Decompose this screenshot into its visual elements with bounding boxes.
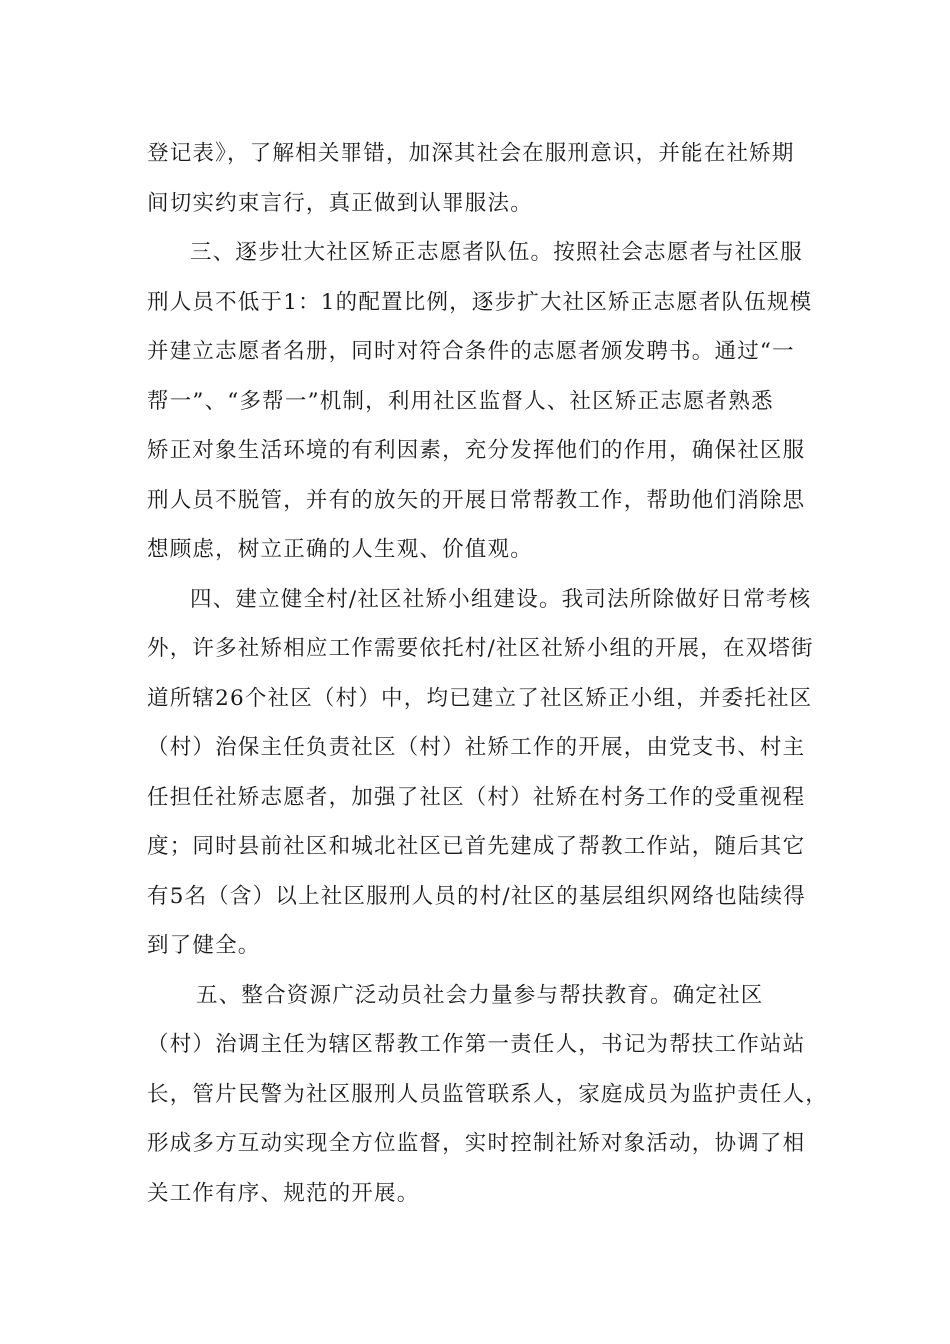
text-line: 形成多方互动实现全方位监督，实时控制社矫对象活动，协调了相 bbox=[147, 1131, 806, 1156]
text-line: （村）治保主任负责社区（村）社矫工作的开展，由党支书、村主 bbox=[147, 735, 806, 760]
text-line: 长，管片民警为社区服刑人员监管联系人，家庭成员为监护责任人， bbox=[147, 1082, 829, 1107]
text-line: 间切实约束言行，真正做到认罪服法。 bbox=[147, 191, 533, 216]
text-line: 到了健全。 bbox=[147, 933, 261, 958]
text-line: 道所辖26个社区（村）中，均已建立了社区矫正小组，并委托社区 bbox=[147, 686, 813, 711]
text-line: 度；同时县前社区和城北社区已首先建成了帮教工作站，随后其它 bbox=[147, 834, 806, 859]
paragraph-heading-3: 三、逐步壮大社区矫正志愿者队伍。按照社会志愿者与社区服 bbox=[190, 240, 803, 265]
text-line: 刑人员不脱管，并有的放矢的开展日常帮教工作，帮助他们消除思 bbox=[147, 488, 806, 513]
text-line: 刑人员不低于1：1的配置比例，逐步扩大社区矫正志愿者队伍规模 bbox=[147, 290, 813, 315]
text-line: 帮一”、“多帮一”机制，利用社区监督人、社区矫正志愿者熟悉 bbox=[147, 389, 774, 414]
text-line: 登记表》，了解相关罪错，加深其社会在服刑意识，并能在社矫期 bbox=[147, 141, 795, 166]
paragraph-heading-4: 四、建立健全村/社区社矫小组建设。我司法所除做好日常考核 bbox=[190, 587, 812, 612]
text-line: 并建立志愿者名册，同时对符合条件的志愿者颁发聘书。通过“一 bbox=[147, 339, 795, 364]
text-line: 想顾虑，树立正确的人生观、价值观。 bbox=[147, 537, 533, 562]
text-line: 有5名（含）以上社区服刑人员的村/社区的基层组织网络也陆续得 bbox=[147, 884, 806, 909]
text-line: 外，许多社矫相应工作需要依托村/社区社矫小组的开展，在双塔街 bbox=[147, 636, 814, 661]
paragraph-heading-5: 五、整合资源广泛动员社会力量参与帮扶教育。确定社区 bbox=[196, 983, 764, 1008]
text-line: 关工作有序、规范的开展。 bbox=[147, 1181, 420, 1206]
text-line: 矫正对象生活环境的有利因素，充分发挥他们的作用，确保社区服 bbox=[147, 438, 806, 463]
text-line: 任担任社矫志愿者，加强了社区（村）社矫在村务工作的受重视程 bbox=[147, 785, 806, 810]
text-line: （村）治调主任为辖区帮教工作第一责任人，书记为帮扶工作站站 bbox=[147, 1032, 806, 1057]
